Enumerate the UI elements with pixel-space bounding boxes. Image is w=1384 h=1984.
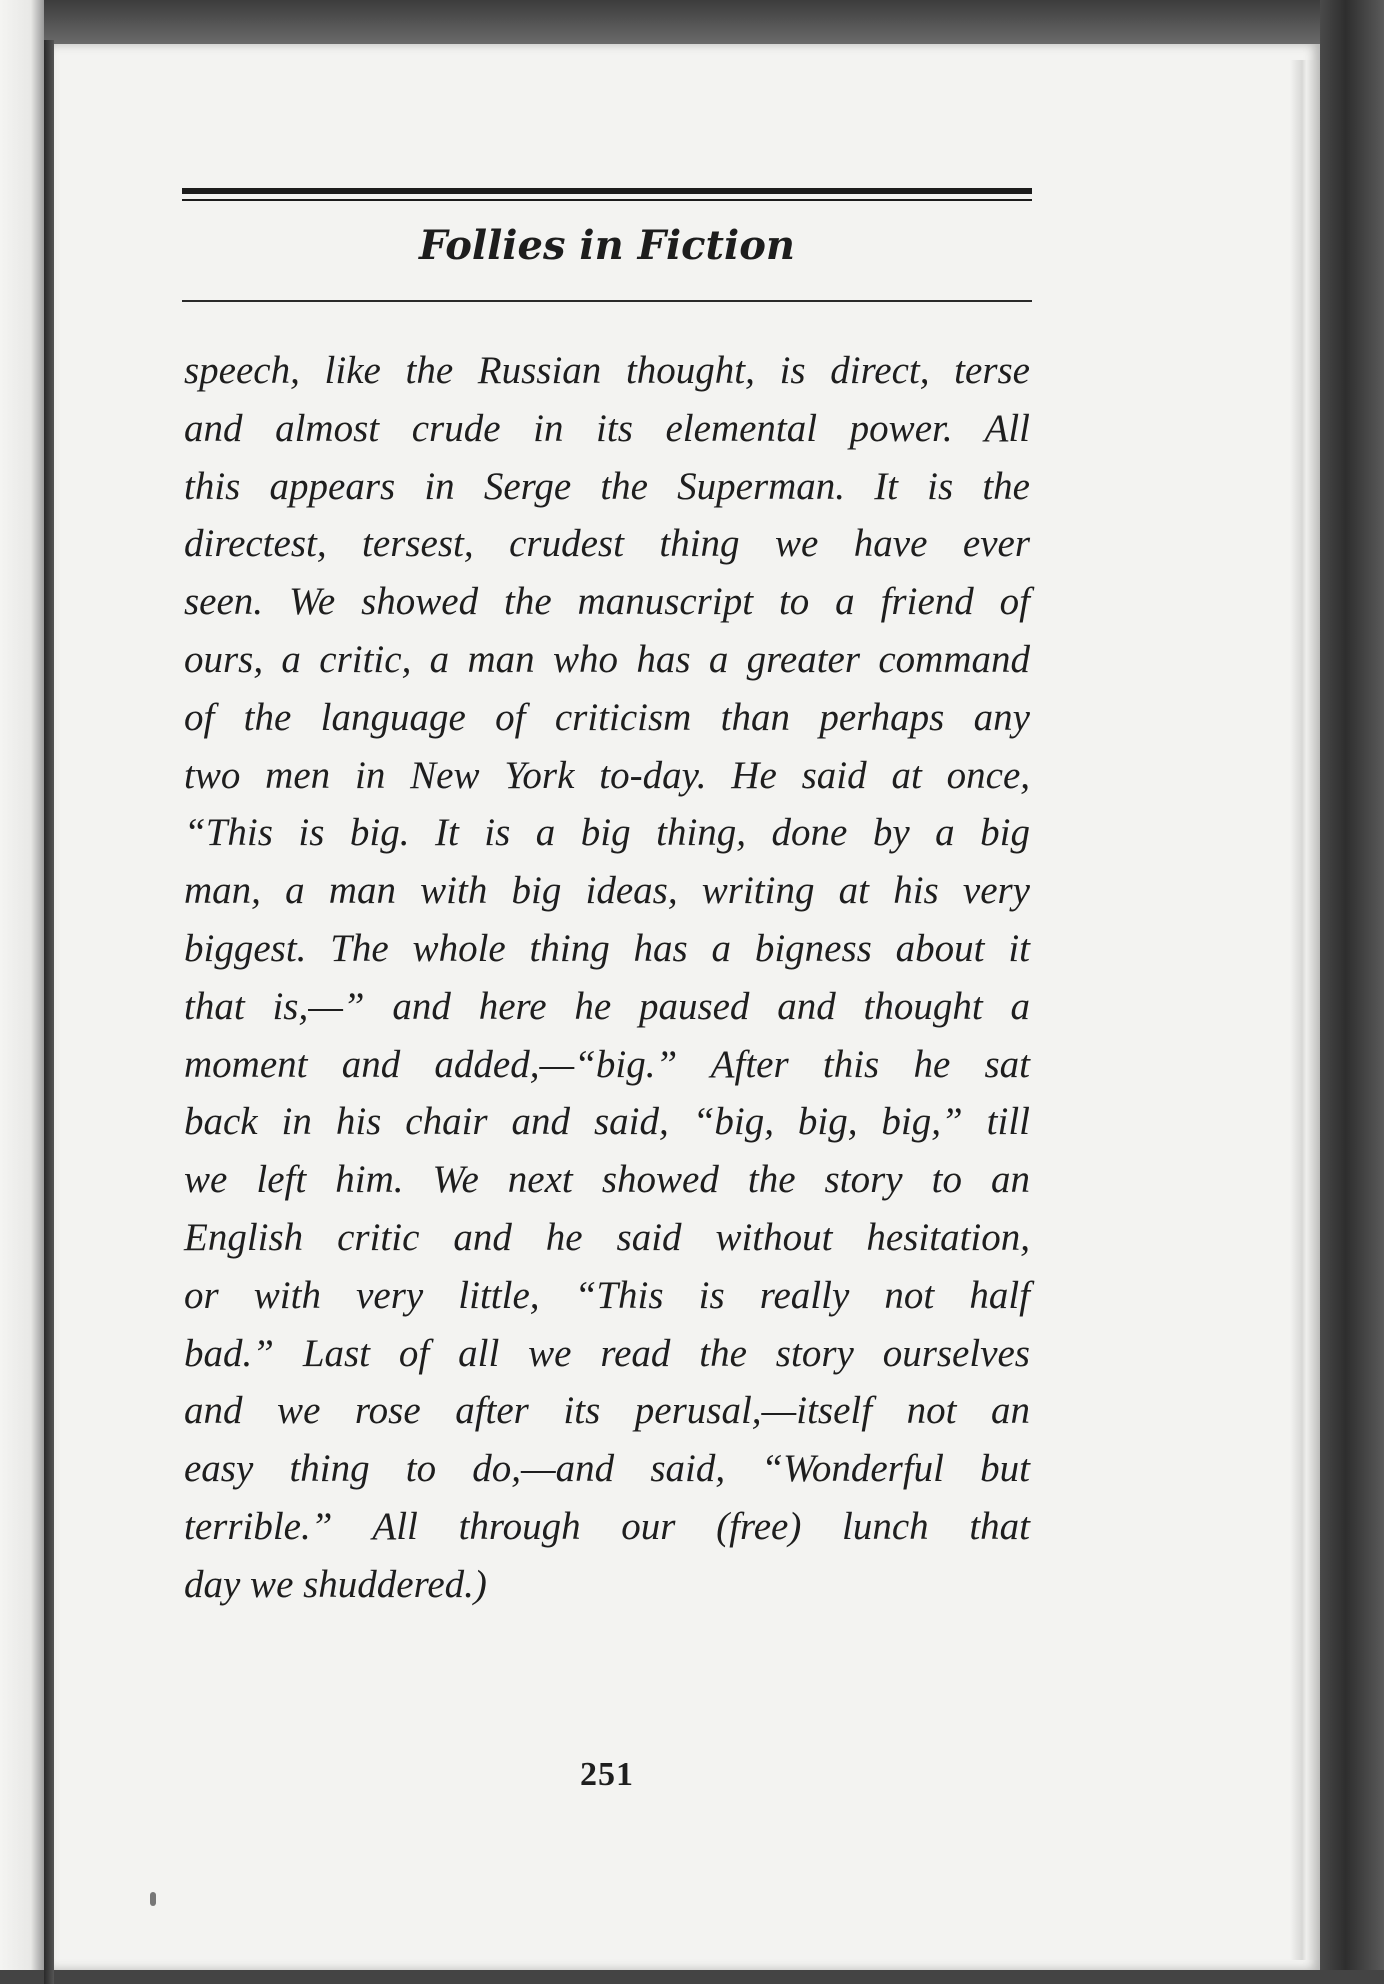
book-spine-shadow [44, 40, 54, 1984]
text-line: day we shuddered.) [184, 1562, 487, 1606]
text-line: or with very little, “This is really not half [184, 1273, 1030, 1317]
text-line: we left him. We next showed the story to an [184, 1158, 1030, 1202]
text-line: of the language of criticism than perhaps any [184, 695, 1030, 739]
header-rule-thin [182, 199, 1032, 201]
text-line: “This is big. It is a big thing, done by a big [184, 811, 1030, 855]
book-cover-edge [1320, 0, 1384, 1984]
page-number: 251 [580, 1756, 634, 1793]
text-line: ours, a critic, a man who has a greater command [184, 637, 1030, 681]
scan-speck [150, 1892, 156, 1906]
text-line: and we rose after its perusal,—itself not an [184, 1389, 1030, 1433]
text-line: man, a man with big ideas, writing at his very [184, 869, 1030, 913]
text-line: speech, like the Russian thought, is direct, terse [184, 349, 1030, 392]
text-line: back in his chair and said, “big, big, big,” till [184, 1100, 1030, 1144]
text-line: directest, tersest, crudest thing we have ever [184, 522, 1030, 566]
text-line: terrible.” All through our (free) lunch that [184, 1504, 1030, 1548]
title-rule [182, 300, 1032, 302]
text-line: two men in New York to-day. He said at once, [184, 753, 1030, 797]
text-line: and almost crude in its elemental power. All [184, 406, 1030, 450]
running-head: Follies in Fiction [419, 222, 795, 269]
text-line: this appears in Serge the Superman. It is the [184, 464, 1030, 508]
text-line: bad.” Last of all we read the story ourselves [184, 1331, 1030, 1375]
header-rule-thick [182, 188, 1032, 194]
text-line: biggest. The whole thing has a bigness about it [184, 926, 1030, 970]
page-edge-shadow [1290, 60, 1320, 1960]
body-paragraph [184, 342, 1030, 1614]
scan-border-top [0, 0, 1384, 48]
text-line: moment and added,—“big.” After this he sat [184, 1042, 1030, 1086]
text-line: easy thing to do,—and said, “Wonderful but [184, 1447, 1030, 1491]
text-line: seen. We showed the manuscript to a friend of [184, 580, 1030, 624]
text-line: that is,—” and here he paused and thought a [184, 984, 1030, 1028]
text-line: English critic and he said without hesitation, [184, 1215, 1030, 1259]
scan-border-bottom [0, 1970, 1384, 1984]
scan-border-left [0, 0, 44, 1984]
